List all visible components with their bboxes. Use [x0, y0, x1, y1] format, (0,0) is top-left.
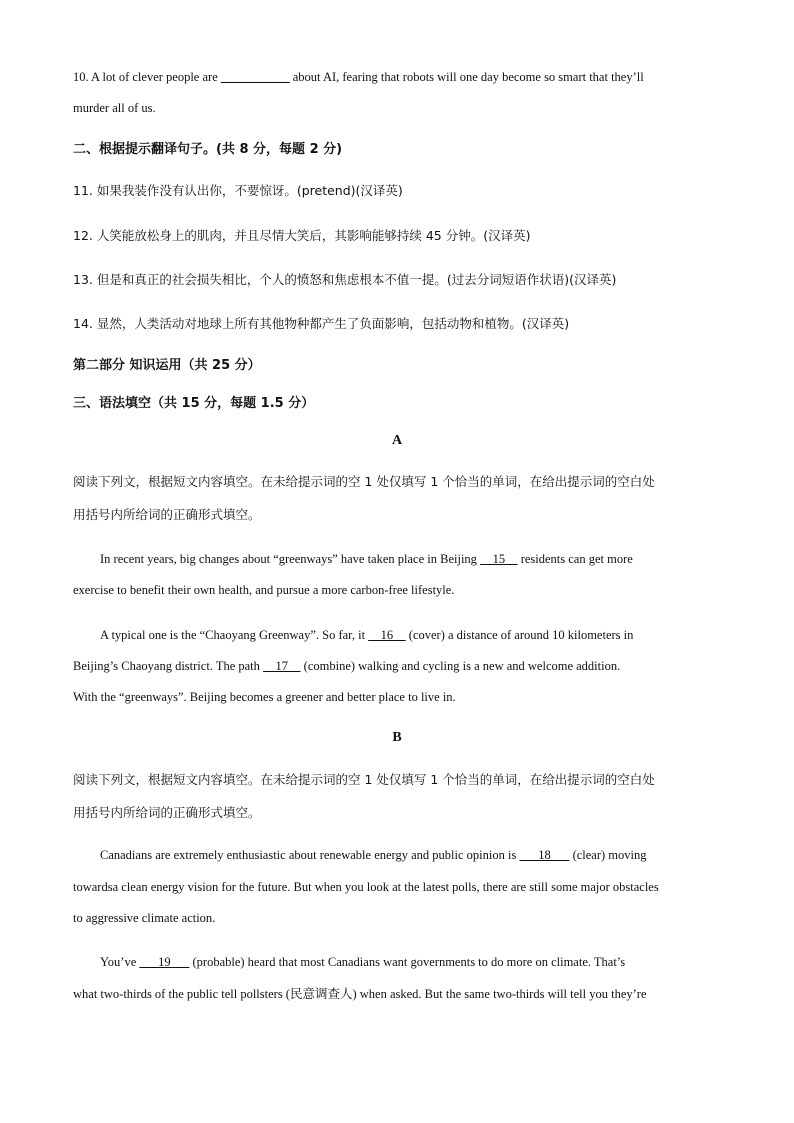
passage-b-p1-line-2: towardsa clean energy vision for the future. But when you look at the latest polls, there are still some major obstacles: [73, 880, 659, 894]
passage-a-p1-line-1: [100, 551, 724, 567]
question-10-line-1: [73, 69, 724, 85]
passage-b-p1-text-before: Canadians are extremely enthusiastic about renewable energy and public opinion is: [100, 848, 520, 862]
passage-a-p2-line-1: [100, 627, 724, 643]
section-3-title: 三、语法填空（共 15 分，每题 1.5 分）: [73, 396, 315, 411]
passage-a-label: A: [391, 433, 403, 448]
passage-b-label: B: [392, 730, 402, 745]
q10-text-after: about AI, fearing that robots will one day become so smart that they’ll: [289, 70, 644, 84]
blank-17: 17: [263, 659, 301, 673]
passage-a-instruction-2: 用括号内所给词的正确形式填空。: [73, 507, 261, 522]
passage-b-instruction-1: 阅读下列文，根据短文内容填空。在未给提示词的空 1 处仅填写 1 个恰当的单词，在给出提示词的空白处: [73, 772, 655, 787]
passage-a-p1-line-2: exercise to benefit their own health, and pursue a more carbon-free lifestyle.: [73, 583, 455, 597]
section-2-title: 二、根据提示翻译句子。(共 8 分，每题 2 分): [73, 142, 343, 157]
passage-b-p1-text-after: (clear) moving: [569, 848, 647, 862]
passage-b-p2-text-before: You’ve: [100, 955, 140, 969]
q10-blank: ___________: [220, 70, 290, 84]
passage-b-p1-line-1: [100, 847, 724, 863]
blank-18: 18: [519, 848, 570, 862]
passage-b-p2-line-1: [100, 954, 724, 970]
passage-a-instruction-1: 阅读下列文，根据短文内容填空。在未给提示词的空 1 处仅填写 1 个恰当的单词，在给出提示词的空白处: [73, 474, 655, 489]
question-13: 13. 但是和真正的社会损失相比，个人的愤怒和焦虑根本不值一提。(过去分词短语作状语)(汉译英): [73, 272, 617, 287]
passage-b-p2-line-2: what two-thirds of the public tell pollsters (民意调查人) when asked. But the same two-thirds will tell you they’re: [73, 987, 647, 1001]
question-10-line-2: murder all of us.: [73, 101, 156, 115]
passage-a-p2-text-before: A typical one is the “Chaoyang Greenway”. So far, it: [100, 628, 369, 642]
question-14: 14. 显然，人类活动对地球上所有其他物种都产生了负面影响，包括动物和植物。(汉译英): [73, 316, 570, 331]
blank-15: 15: [480, 552, 518, 566]
part-2-title: 第二部分 知识运用（共 25 分）: [73, 358, 261, 373]
passage-b-instruction-2: 用括号内所给词的正确形式填空。: [73, 805, 261, 820]
q10-text-before: 10. A lot of clever people are: [73, 70, 221, 84]
passage-a-p2-text-after: (cover) a distance of around 10 kilometers in: [405, 628, 634, 642]
question-11: 11. 如果我装作没有认出你，不要惊讶。(pretend)(汉译英): [73, 183, 403, 198]
passage-a-p1-text-after: residents can get more: [517, 552, 633, 566]
passage-a-p2-l2-before: Beijing’s Chaoyang district. The path: [73, 659, 264, 673]
passage-b-p2-text-after: (probable) heard that most Canadians want governments to do more on climate. That’s: [189, 955, 626, 969]
blank-19: 19: [139, 955, 190, 969]
passage-a-p2-line-2: [73, 658, 724, 674]
passage-a-p1-text-before: In recent years, big changes about “greenways” have taken place in Beijing: [100, 552, 481, 566]
passage-b-p1-line-3: to aggressive climate action.: [73, 911, 216, 925]
blank-16: 16: [368, 628, 406, 642]
passage-a-p2-l2-after: (combine) walking and cycling is a new and welcome addition.: [300, 659, 621, 673]
passage-a-p2-line-3: With the “greenways”. Beijing becomes a greener and better place to live in.: [73, 690, 456, 704]
question-12: 12. 人笑能放松身上的肌肉，并且尽情大笑后，其影响能够持续 45 分钟。(汉译英): [73, 228, 531, 243]
